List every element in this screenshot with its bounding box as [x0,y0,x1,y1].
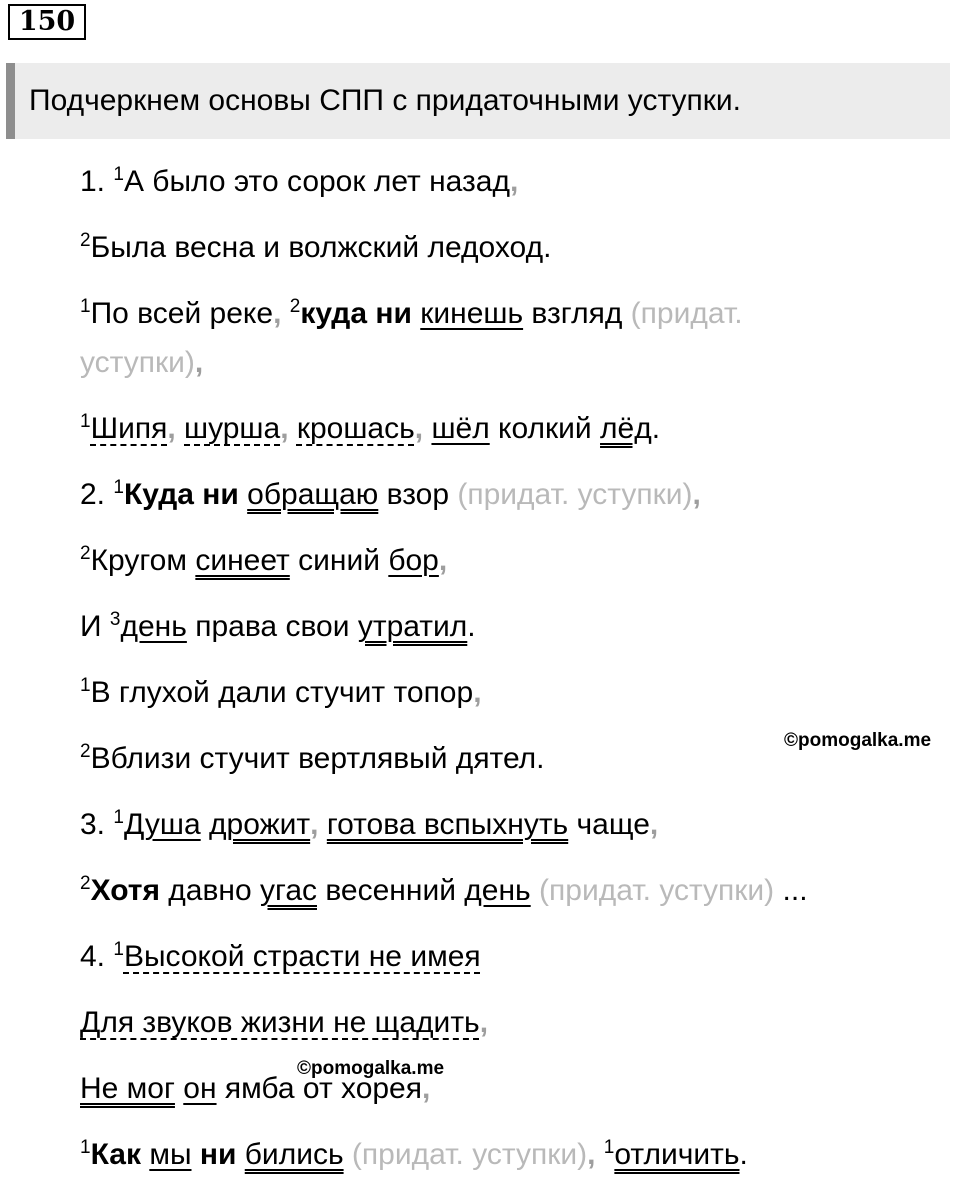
text-line: $^1$По всей реке, $^2$куда ни кинешь взгляд (придат. [80,296,743,330]
text-line: 2. $^1$Куда ни обращаю взор (придат. уступки), [80,477,701,511]
text-line: 3. $^1$Душа дрожит, готова вспыхнуть чаще, [80,807,659,841]
text-line: Для звуков жизни не щадить, [80,1006,489,1039]
text-line: $^1$В глухой дали стучит топор, [80,675,482,709]
text-line: $^1$Как мы ни бились (придат. уступки), $^1$отличить. [80,1137,748,1171]
watermark: ©pomogalka.me [297,1058,445,1079]
text-line: Не мог он ямба от хорея, [80,1072,431,1105]
text-line: $^2$Кругом синеет синий бор, [80,543,448,577]
text-line: уступки), [80,346,204,379]
text-line: 4. $^1$Высокой страсти не имея [80,939,481,973]
instruction-banner [6,63,950,139]
text-line: $^2$Хотя давно угас весенний день (придат. уступки) ... [80,873,808,907]
instruction-text: Подчеркнем основы СПП с придаточными уступки. [29,84,741,117]
text-line: $^2$Была весна и волжский ледоход. [80,230,552,264]
text-line: И $^3$день права свои утратил. [80,609,476,643]
text-line: 1. $^1$А было это сорок лет назад, [80,164,519,198]
text-line: $^2$Вблизи стучит вертлявый дятел. [80,741,545,775]
watermark: ©pomogalka.me [784,730,932,751]
text-line: $^1$Шипя, шурша, крошась, шёл колкий лёд. [80,411,661,445]
task-number: 150 [8,4,86,40]
